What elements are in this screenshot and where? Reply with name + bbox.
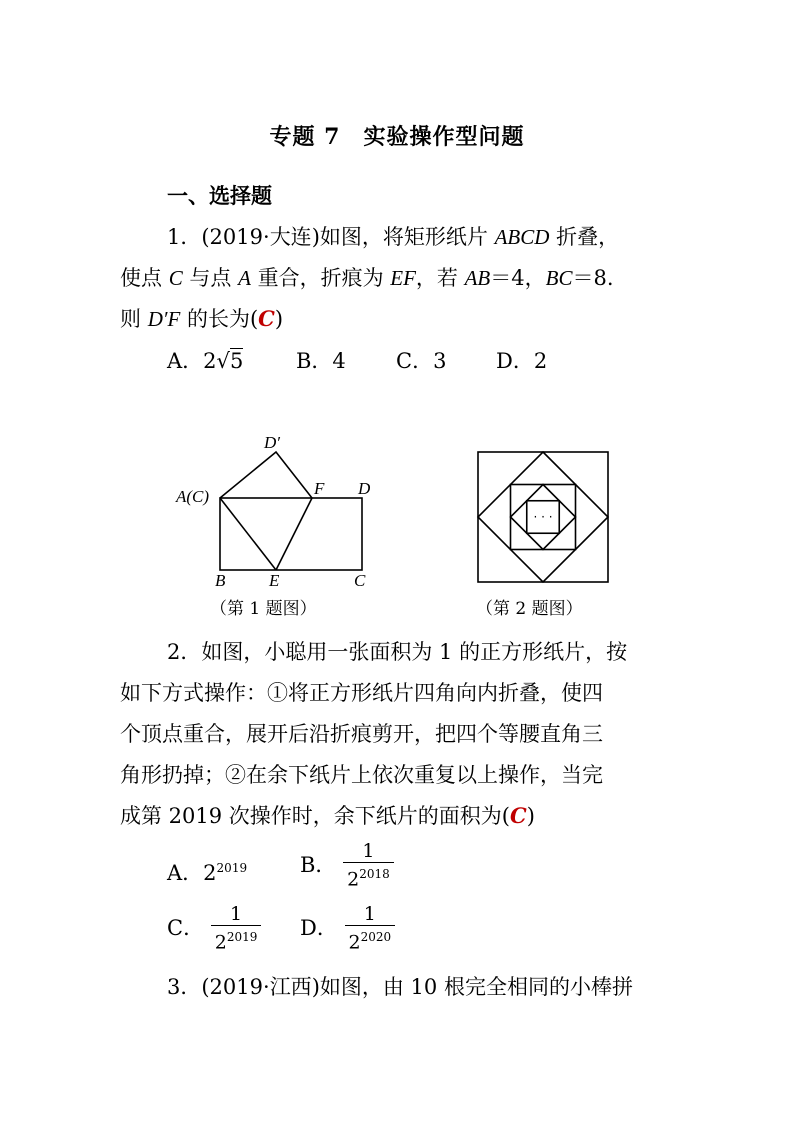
power-exponent: 2020 [360,930,392,944]
power-base: 2 [203,861,217,885]
q2-option-a [167,853,247,888]
q1-text: 则 [120,307,148,331]
q1-option-a [167,346,243,376]
q1-text: )如图，将矩形纸片 [311,225,495,249]
q1-line2 [120,263,614,293]
figure-2-diagram [476,450,610,584]
crease-ef [276,498,312,570]
q1-option-b: B．4 [296,349,346,373]
label-c: C [354,571,366,590]
power-base: 2 [348,931,361,954]
option-value: 2 [203,349,217,373]
page-title: 专题 7 实验操作型问题 [269,124,525,150]
fraction-numerator: 1 [230,903,243,925]
fraction-numerator: 1 [363,903,376,925]
figure-2-caption: （第 2 题图） [476,599,583,619]
q1-text: 折叠， [549,225,620,249]
q1-text: ) [274,307,284,331]
label-f: F [314,479,325,498]
q2-line3: 个顶点重合，展开后沿折痕剪开，把四个等腰直角三 [120,722,603,746]
q1-var: C [168,266,183,290]
q1-text: 重合，折痕为 [250,266,391,290]
segment-ae [220,498,276,570]
label-a: A(C) [176,487,210,506]
q1-var: EF [390,266,416,290]
fraction-denominator [211,925,262,953]
q1-var: ABCD [494,225,550,249]
section-heading: 一、选择题 [167,183,272,208]
q1-var: AB [464,266,491,290]
fraction [345,903,396,953]
q3-text: 3．(2019· [167,975,270,999]
q3-text: )如图，由 10 根完全相同的小棒拼 [311,975,633,999]
fraction [211,903,262,953]
fraction-denominator [345,925,396,953]
option-label: D． [300,916,338,941]
power-exponent: 2019 [226,930,258,944]
q2-line1: 2．如图，小聪用一张面积为 1 的正方形纸片，按 [167,640,628,664]
q2-line2: 如下方式操作：①将正方形纸片四角向内折叠，使四 [120,681,603,705]
fraction-numerator: 1 [362,840,375,862]
q3-line1 [167,972,633,1002]
q1-option-c: C．3 [396,349,447,373]
option-label: A． [167,349,204,373]
q2-line5 [120,801,535,831]
radicand: 5 [229,349,244,373]
q2-text: 成第 2019 次操作时，余下纸片的面积为( [120,804,510,828]
q1-text: 使点 [120,266,169,290]
fraction-denominator [343,862,394,890]
q1-answer: C [258,306,275,331]
q1-option-d: D．2 [496,349,548,373]
fraction [343,840,394,890]
label-d: D [358,479,371,498]
rectangle-abcd [220,498,362,570]
q1-text: 与点 [182,266,239,290]
q1-var: D′F [147,307,181,331]
label-b: B [215,571,226,590]
option-label: B． [300,853,337,878]
q1-text: 1．(2019· [167,225,270,249]
q1-source: 大连 [269,225,312,249]
q1-text: ＝4， [490,266,546,290]
q2-answer: C [510,803,527,828]
q1-line1 [167,222,619,252]
q1-text: ，若 [415,266,465,290]
q1-text: 的长为( [180,307,259,331]
continuation-dots: · · · [533,510,553,524]
label-e: E [269,571,280,590]
q2-option-b [300,840,394,890]
sqrt-icon: √ [216,349,230,373]
q1-text: ＝8. [572,266,614,290]
q2-option-c [167,903,261,953]
option-label: C． [167,916,205,941]
option-label: A． [167,861,204,885]
q2-line4: 角形扔掉；②在余下纸片上依次重复以上操作，当完 [120,763,603,787]
folded-flap [220,452,312,498]
q1-var: A [238,266,251,290]
figure-1-diagram [170,428,380,593]
power-base: 2 [214,931,227,954]
q3-source: 江西 [269,975,312,999]
q1-line3 [120,304,283,334]
power-exponent: 2019 [216,861,248,875]
figure-1-caption: （第 1 题图） [210,599,317,619]
q1-var: BC [545,266,573,290]
power-exponent: 2018 [359,867,390,881]
q2-option-d [300,903,395,953]
q2-text: ) [526,804,535,828]
label-d-prime: D′ [264,433,280,452]
power-base: 2 [347,868,360,891]
